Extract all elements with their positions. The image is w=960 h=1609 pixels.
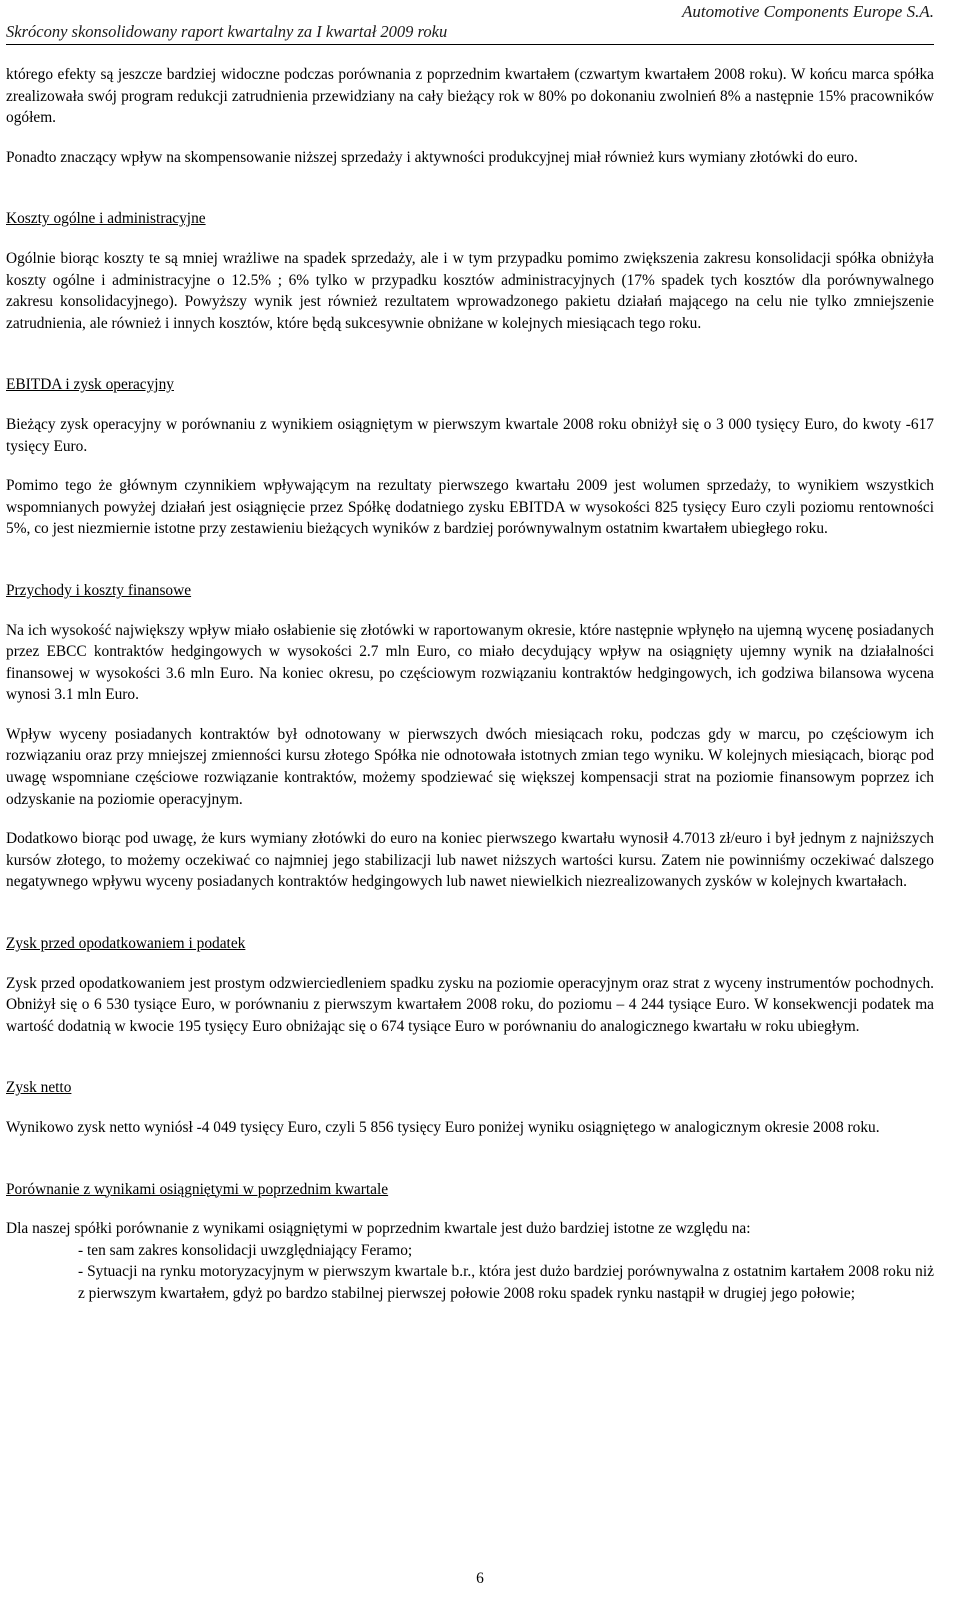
comparison-list: [78, 1240, 934, 1305]
paragraph: Dodatkowo biorąc pod uwagę, że kurs wymiany złotówki do euro na koniec pierwszego kwartału wynosił 4.7013 zł/euro i był jednym z najniższych kursów złotego, to możemy oczekiwać co najmniej jego stabilizacji lub nawet niższych wartości kursu. Zatem nie powinniśmy oczekiwać dalszego negatywnego wpływu wyceny posiadanych kontraktów hedgingowych lub nawet niewielkich niezrealizowanych zysków w kolejnych kwartałach.: [6, 830, 934, 891]
section-heading-costs: Koszty ogólne i administracyjne: [6, 210, 206, 228]
section-heading-pretax: Zysk przed opodatkowaniem i podatek: [6, 935, 246, 953]
paragraph: Zysk przed opodatkowaniem jest prostym odzwierciedleniem spadku zysku na poziomie operacyjnym oraz strat z wyceny instrumentów pochodnych. Obniżył się o 6 530 tysiące Euro, w porównaniu z pierwszym kwartałem 2008 roku, do poziomu – 4 244 tysiące Euro. W konsekwencji podatek ma wartość dodatnią w kwocie 195 tysięcy Euro obniżając się o 674 tysiące Euro w porównaniu do analogicznego kwartału w roku ubiegłym.: [6, 974, 934, 1035]
section-heading-ebitda: EBITDA i zysk operacyjny: [6, 376, 174, 394]
list-item: - Sytuacji na rynku motoryzacyjnym w pierwszym kwartale b.r., która jest dużo bardziej porównywalna z ostatnim kartałem 2008 roku niż z pierwszym kwartałem, gdyż po bardzo stabilnej pierwszej połowie 2008 roku spadek rynku nastąpił w drugiej jego połowie;: [78, 1263, 934, 1302]
paragraph: Wpływ wyceny posiadanych kontraktów był odnotowany w pierwszych dwóch miesiącach roku, podczas gdy w marcu, po częściowym ich rozwiązaniu oraz przy mniejszej zmienności kursu złotego Spółka nie odnotowała istotnych zmian tego wyniku. W kolejnych miesiącach, biorąc pod uwagę wspomniane częściowe rozwiązanie kontraktów, możemy spodziewać się większej kompensacji strat na poziomie finansowym poprzez ich odzyskanie na poziomie operacyjnym.: [6, 725, 934, 808]
company-name: Automotive Components Europe S.A.: [682, 2, 934, 21]
section-heading-finance: Przychody i koszty finansowe: [6, 581, 192, 599]
section-heading-comparison: Porównanie z wynikami osiągniętymi w poprzednim kwartale: [6, 1180, 389, 1198]
paragraph: Pomimo tego że głównym czynnikiem wpływającym na rezultaty pierwszego kwartału 2009 jest wolumen sprzedaży, to wynikiem wszystkich wspomnianych powyżej działań jest osiągnięcie przez Spółkę dodatniego zysku EBITDA w wysokości 825 tysięcy Euro czyli poziomu rentowności 5%, co jest niezmiernie istotne przy zestawieniu bieżących wyników z bardziej porównywalnym ostatnim kwartałem ubiegłego roku.: [6, 477, 934, 538]
paragraph: Wynikowo zysk netto wyniósł -4 049 tysięcy Euro, czyli 5 856 tysięcy Euro poniżej wyniku osiągniętego w analogicznym okresie 2008 roku.: [6, 1119, 880, 1136]
page-header: [6, 0, 934, 45]
section-heading-net: Zysk netto: [6, 1079, 72, 1097]
report-title: Skrócony skonsolidowany raport kwartalny za I kwartał 2009 roku: [6, 22, 448, 41]
paragraph: którego efekty są jeszcze bardziej widoczne podczas porównania z poprzednim kwartałem (czwartym kwartałem 2008 roku). W końcu marca spółka zrealizowała swój program redukcji zatrudnienia przewidziany na cały bieżący rok w 80% po dokonaniu zwolnień 8% a następnie 15% pracowników ogółem.: [6, 66, 934, 127]
paragraph: Ponadto znaczący wpływ na skompensowanie niższej sprzedaży i aktywności produkcyjnej miał również kurs wymiany złotówki do euro.: [6, 148, 858, 166]
paragraph: Ogólnie biorąc koszty te są mniej wrażliwe na spadek sprzedaży, ale i w tym przypadku pomimo zwiększenia zakresu konsolidacji spółka obniżyła koszty ogólne i administracyjne o 12.5% ; 6% tylko w przypadku kosztów administracyjnych (17% spadek tych kosztów dla porównywalnego zakresu konsolidacyjnego). Powyższy wynik jest również rezultatem wprowadzonego pakietu działań mającego na celu nie tylko zmniejszenie zatrudnienia, ale również i innych kosztów, które będą sukcesywnie obniżane w kolejnych miesiącach tego roku.: [6, 249, 934, 332]
paragraph: Dla naszej spółki porównanie z wynikami osiągniętymi w poprzednim kwartale jest dużo bardziej istotne ze względu na:: [6, 1220, 751, 1238]
page-number: 6: [476, 1570, 484, 1587]
list-item: - ten sam zakres konsolidacji uwzględniający Feramo;: [78, 1241, 413, 1259]
paragraph: Bieżący zysk operacyjny w porównaniu z wynikiem osiągniętym w pierwszym kwartale 2008 roku obniżył się o 3 000 tysięcy Euro, do kwoty -617 tysięcy Euro.: [6, 415, 934, 455]
document-body: [6, 64, 934, 1305]
paragraph: Na ich wysokość największy wpływ miało osłabienie się złotówki w raportowanym okresie, które następnie wpłynęło na ujemną wycenę posiadanych przez EBCC kontraktów hedgingowych w wysokości 2.7 mln Euro, co miało decydujący wpływ na osiągnięty ujemny wynik na działalności finansowej w wysokości 3.6 mln Euro. Na koniec okresu, po częściowym rozwiązaniu kontraktów hedgingowych, ich godziwa bilansowa wycena wynosi 3.1 mln Euro.: [6, 621, 934, 704]
